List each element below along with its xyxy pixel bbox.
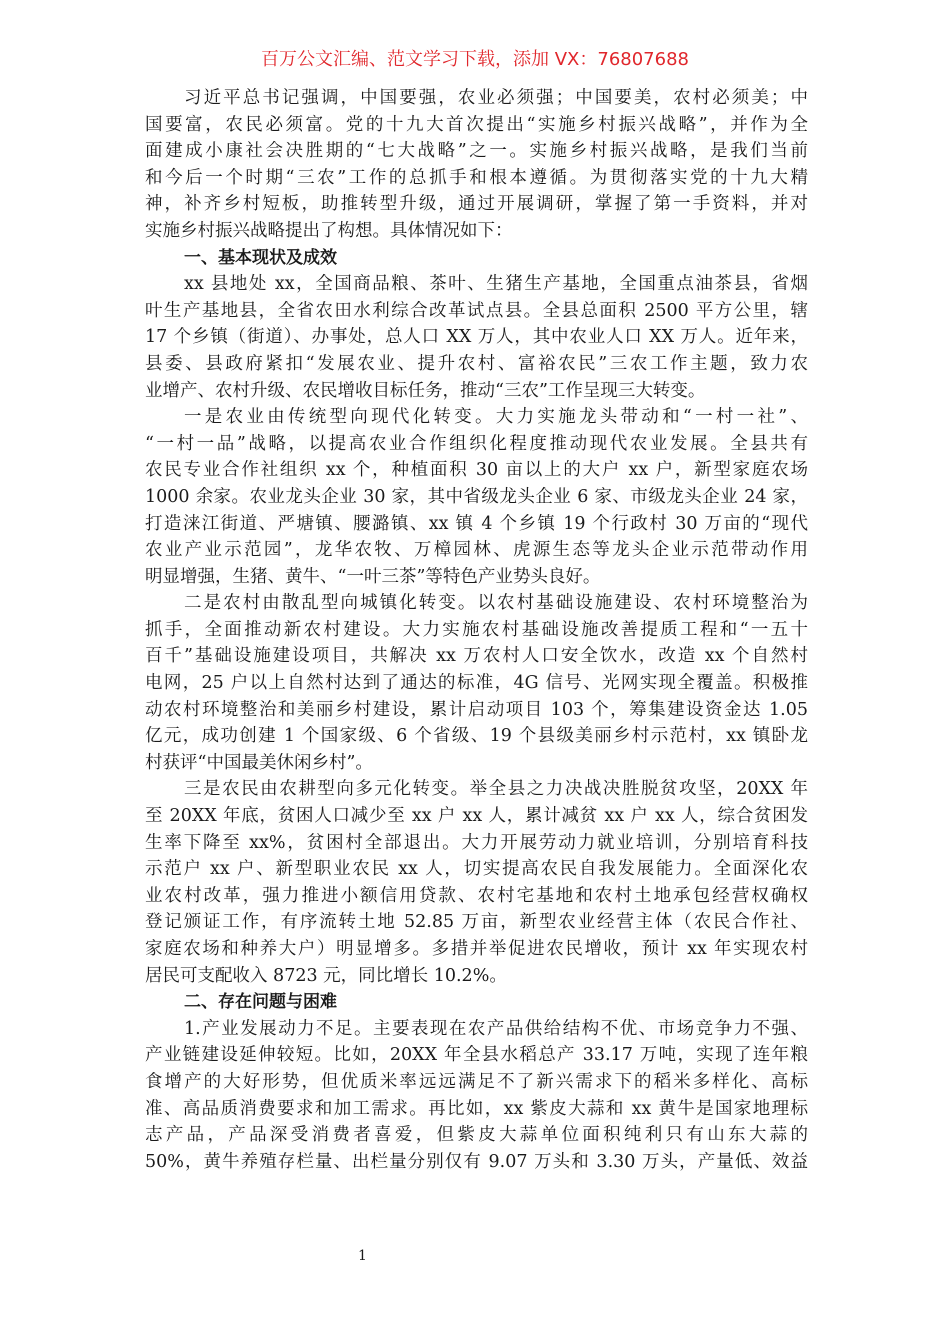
text-line: 登记颁证工作，有序流转土地 52.85 万亩，新型农业经营主体（农民合作社、 bbox=[145, 912, 808, 933]
text-line: 准、高品质消费要求和加工需求。再比如，xx 紫皮大蒜和 xx 黄牛是国家地理标 bbox=[145, 1098, 808, 1119]
text-line: 1000 余家。农业龙头企业 30 家，其中省级龙头企业 6 家、市级龙头企业 24 家， bbox=[145, 486, 808, 507]
text-line: 50%，黄牛养殖存栏量、出栏量分别仅有 9.07 万头和 3.30 万头，产量低、效益 bbox=[145, 1151, 808, 1172]
text-line: 实施乡村振兴战略提出了构想。具体情况如下： bbox=[145, 220, 513, 241]
section-heading bbox=[145, 989, 808, 1016]
section-heading bbox=[145, 245, 808, 272]
text-line: 习近平总书记强调，中国要强，农业必须强；中国要美，农村必须美；中 bbox=[184, 88, 808, 108]
text-line: 业农村改革，强力推进小额信用贷款、农村宅基地和农村土地承包经营权确权 bbox=[145, 885, 808, 906]
text-line: 叶生产基地县，全省农田水利综合改革试点县。全县总面积 2500 平方公里，辖 bbox=[145, 300, 808, 321]
heading-text: 二、存在问题与困难 bbox=[184, 992, 337, 1013]
watermark-banner: 百万公文汇编、范文学习下载，添加 VX：76807688 bbox=[261, 49, 689, 70]
text-line: 县委、县政府紧扣“发展农业、提升农村、富裕农民”三农工作主题，致力农 bbox=[145, 353, 808, 374]
paragraph bbox=[145, 1016, 808, 1176]
page-number: 1 bbox=[358, 1248, 367, 1264]
text-line: 电网，25 户以上自然村达到了通达的标准，4G 信号、光网实现全覆盖。积极推 bbox=[145, 673, 808, 694]
text-line: 三是农民由农耕型向多元化转变。举全县之力决战决胜脱贫攻坚，20XX 年 bbox=[184, 779, 808, 800]
text-line: 打造涞江街道、严塘镇、腰潞镇、xx 镇 4 个乡镇 19 个行政村 30 万亩的“现代 bbox=[145, 513, 808, 534]
text-line: 一是农业由传统型向现代化转变。大力实施龙头带动和“一村一社”、 bbox=[184, 407, 808, 428]
text-line: 志产品，产品深受消费者喜爱，但紫皮大蒜单位面积纯利只有山东大蒜的 bbox=[145, 1125, 808, 1146]
document-body bbox=[145, 85, 808, 1175]
paragraph bbox=[145, 85, 808, 245]
paragraph bbox=[145, 271, 808, 404]
text-line: 1.产业发展动力不足。主要表现在农产品供给结构不优、市场竞争力不强、 bbox=[184, 1018, 808, 1039]
text-line: 示范户 xx 户、新型职业农民 xx 人，切实提高农民自我发展能力。全面深化农 bbox=[145, 859, 808, 880]
text-line: 国要富，农民必须富。党的十九大首次提出“实施乡村振兴战略”，并作为全 bbox=[145, 114, 808, 135]
text-line: 家庭农场和种养大户）明显增多。多措并举促进农民增收，预计 xx 年实现农村 bbox=[145, 939, 808, 959]
text-line: 居民可支配收入 8723 元，同比增长 10.2%。 bbox=[145, 965, 507, 986]
text-line: 村获评“中国最美休闲乡村”。 bbox=[145, 752, 373, 773]
text-line: 食增产的大好形势，但优质米率远远满足不了新兴需求下的稻米多样化、高标 bbox=[145, 1071, 808, 1092]
text-line: 农业产业示范园”，龙华农牧、万樟园林、虎源生态等龙头企业示范带动作用 bbox=[145, 540, 808, 561]
text-line: 生率下降至 xx%，贫困村全部退出。大力开展劳动力就业培训，分别培育科技 bbox=[145, 832, 808, 853]
text-line: 农民专业合作社组织 xx 个，种植面积 30 亩以上的大户 xx 户，新型家庭农场 bbox=[145, 460, 808, 481]
paragraph bbox=[145, 590, 808, 776]
text-line: 抓手，全面推动新农村建设。大力实施农村基础设施改善提质工程和“一五十 bbox=[145, 619, 808, 640]
text-line: 17 个乡镇（街道）、办事处，总人口 XX 万人，其中农业人口 XX 万人。近年来， bbox=[145, 327, 808, 348]
paragraph bbox=[145, 776, 808, 989]
text-line: 和今后一个时期“三农”工作的总抓手和根本遵循。为贯彻落实党的十九大精 bbox=[145, 167, 808, 188]
text-line: 业增产、农村升级、农民增收目标任务，推动“三农”工作呈现三大转变。 bbox=[145, 380, 706, 401]
text-line: 动农村环境整治和美丽乡村建设，累计启动项目 103 个，筹集建设资金达 1.05 bbox=[145, 699, 808, 720]
text-line: 面建成小康社会决胜期的“七大战略”之一。实施乡村振兴战略，是我们当前 bbox=[145, 141, 808, 162]
paragraph bbox=[145, 404, 808, 590]
text-line: 至 20XX 年底，贫困人口减少至 xx 户 xx 人，累计减贫 xx 户 xx 人，综合贫困发 bbox=[145, 806, 808, 827]
text-line: 亿元，成功创建 1 个国家级、6 个省级、19 个县级美丽乡村示范村，xx 镇卧龙 bbox=[145, 726, 808, 747]
text-line: 产业链建设延伸较短。比如，20XX 年全县水稻总产 33.17 万吨，实现了连年粮 bbox=[145, 1045, 808, 1066]
heading-text: 一、基本现状及成效 bbox=[184, 247, 337, 268]
text-line: xx 县地处 xx，全国商品粮、茶叶、生猪生产基地，全国重点油茶县，省烟 bbox=[184, 274, 808, 295]
text-line: 百千”基础设施建设项目，共解决 xx 万农村人口安全饮水，改造 xx 个自然村 bbox=[145, 646, 808, 667]
text-line: “一村一品”战略，以提高农业合作组织化程度推动现代农业发展。全县共有 bbox=[145, 433, 808, 454]
text-line: 二是农村由散乱型向城镇化转变。以农村基础设施建设、农村环境整治为 bbox=[184, 593, 808, 614]
text-line: 神，补齐乡村短板，助推转型升级，通过开展调研，掌握了第一手资料，并对 bbox=[145, 194, 808, 215]
text-line: 明显增强，生猪、黄牛、“一叶三茶”等特色产业势头良好。 bbox=[145, 566, 601, 587]
